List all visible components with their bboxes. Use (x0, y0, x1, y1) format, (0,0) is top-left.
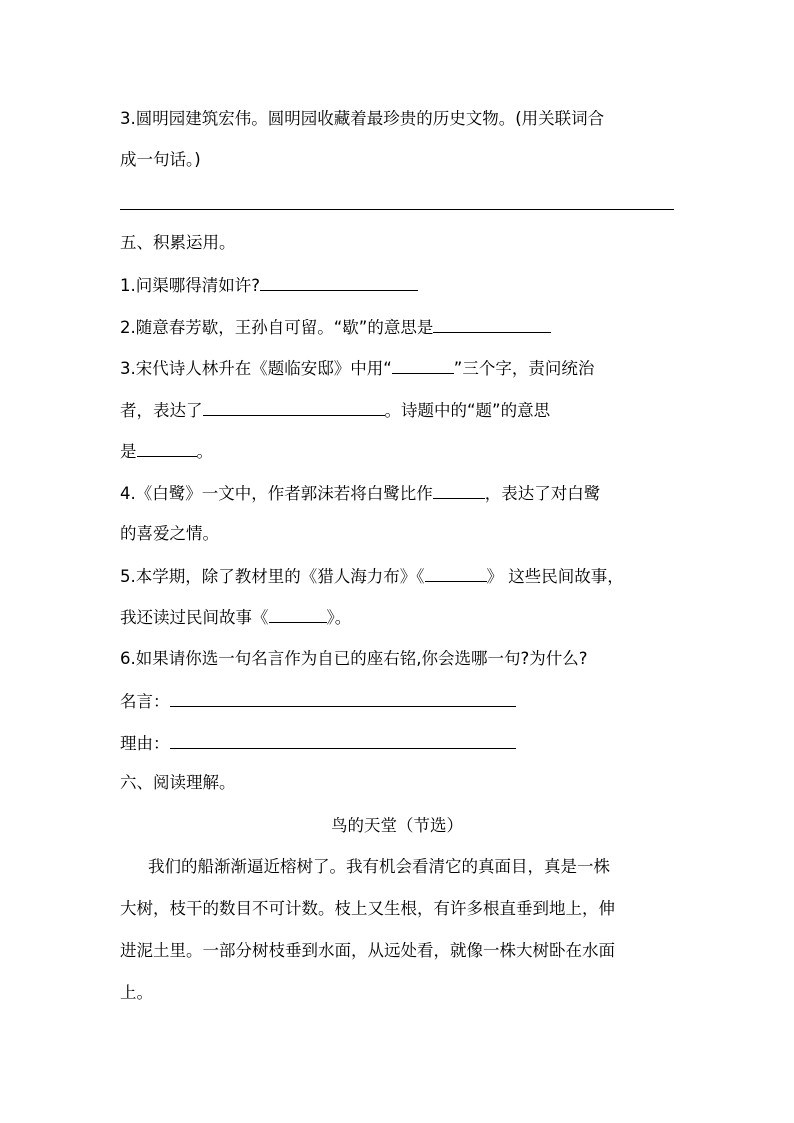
q3-line2 (120, 399, 550, 422)
q3-blank-2[interactable] (203, 399, 385, 416)
q5-line2-b: 》。 (326, 608, 352, 627)
passage-line-1: 我们的船渐渐逼近榕树了。我有机会看清它的真面目，真是一株 (148, 857, 610, 876)
q4-line2: 的喜爱之情。 (120, 524, 219, 543)
section6-title: 六、阅读理解。 (120, 773, 236, 792)
q6-reason-label: 理由： (120, 734, 170, 753)
q4-text-a: 4.《白鹭》一文中，作者郭沫若将白鹭比作 (120, 484, 433, 503)
q5-line2 (120, 606, 351, 629)
q5-text-b: 》 这些民间故事， (486, 567, 624, 586)
q6-motto-label: 名言： (120, 692, 170, 711)
q6-motto-blank[interactable] (170, 690, 516, 707)
q4-blank[interactable] (433, 482, 485, 499)
q3-line3-b: 。 (196, 442, 213, 461)
q6-question: 6.如果请你选一句名言作为自已的座右铭,你会选哪一句?为什么? (120, 649, 588, 668)
q5-line1 (120, 565, 624, 588)
q5-blank-2[interactable] (269, 606, 327, 623)
q3-line3 (120, 440, 213, 463)
q1-text: 1.问渠哪得清如许? (120, 276, 261, 295)
q1-blank[interactable] (260, 274, 418, 291)
q3-line2-a: 者，表达了 (120, 401, 203, 420)
q3-line2-b: 。诗题中的“题”的意思 (384, 401, 551, 420)
q3-text-b: ”三个字，责问统治 (453, 359, 595, 378)
q4-text-b: ，表达了对白鹭 (484, 484, 601, 503)
q1-line (120, 274, 418, 297)
q6-motto-line (120, 690, 516, 713)
passage-title: 鸟的天堂（节选） (331, 816, 463, 835)
q3-blank-3[interactable] (137, 440, 197, 457)
section5-title: 五、积累运用。 (120, 233, 236, 252)
q2-text: 2.随意春芳歇，王孙自可留。“歇”的意思是 (120, 318, 434, 337)
q5-blank-1[interactable] (425, 565, 487, 582)
q3-combine-line2: 成一句话。) (120, 150, 201, 169)
passage-line-3: 进泥土里。一部分树枝垂到水面，从远处看，就像一株大树卧在水面 (120, 941, 615, 960)
q2-line (120, 316, 551, 339)
passage-line-4: 上。 (120, 983, 153, 1002)
q3-line3-a: 是 (120, 442, 137, 461)
q5-text-a: 5.本学期，除了教材里的《猎人海力布》《 (120, 567, 425, 586)
answer-line[interactable] (120, 209, 674, 210)
q3-blank-1[interactable] (392, 357, 454, 374)
passage-line-2: 大树，枝干的数目不可计数。枝上又生根，有许多根直垂到地上，伸 (120, 899, 615, 918)
q3-text-a: 3.宋代诗人林升在《题临安邸》中用“ (120, 359, 392, 378)
q4-line1 (120, 482, 600, 505)
q6-reason-blank[interactable] (170, 732, 516, 749)
q3-combine-line1: 3.圆明园建筑宏伟。圆明园收藏着最珍贵的历史文物。(用关联词合 (120, 109, 605, 128)
q6-reason-line (120, 732, 516, 755)
q5-line2-a: 我还读过民间故事《 (120, 608, 269, 627)
q2-blank[interactable] (433, 316, 551, 333)
q3-line1 (120, 357, 594, 380)
